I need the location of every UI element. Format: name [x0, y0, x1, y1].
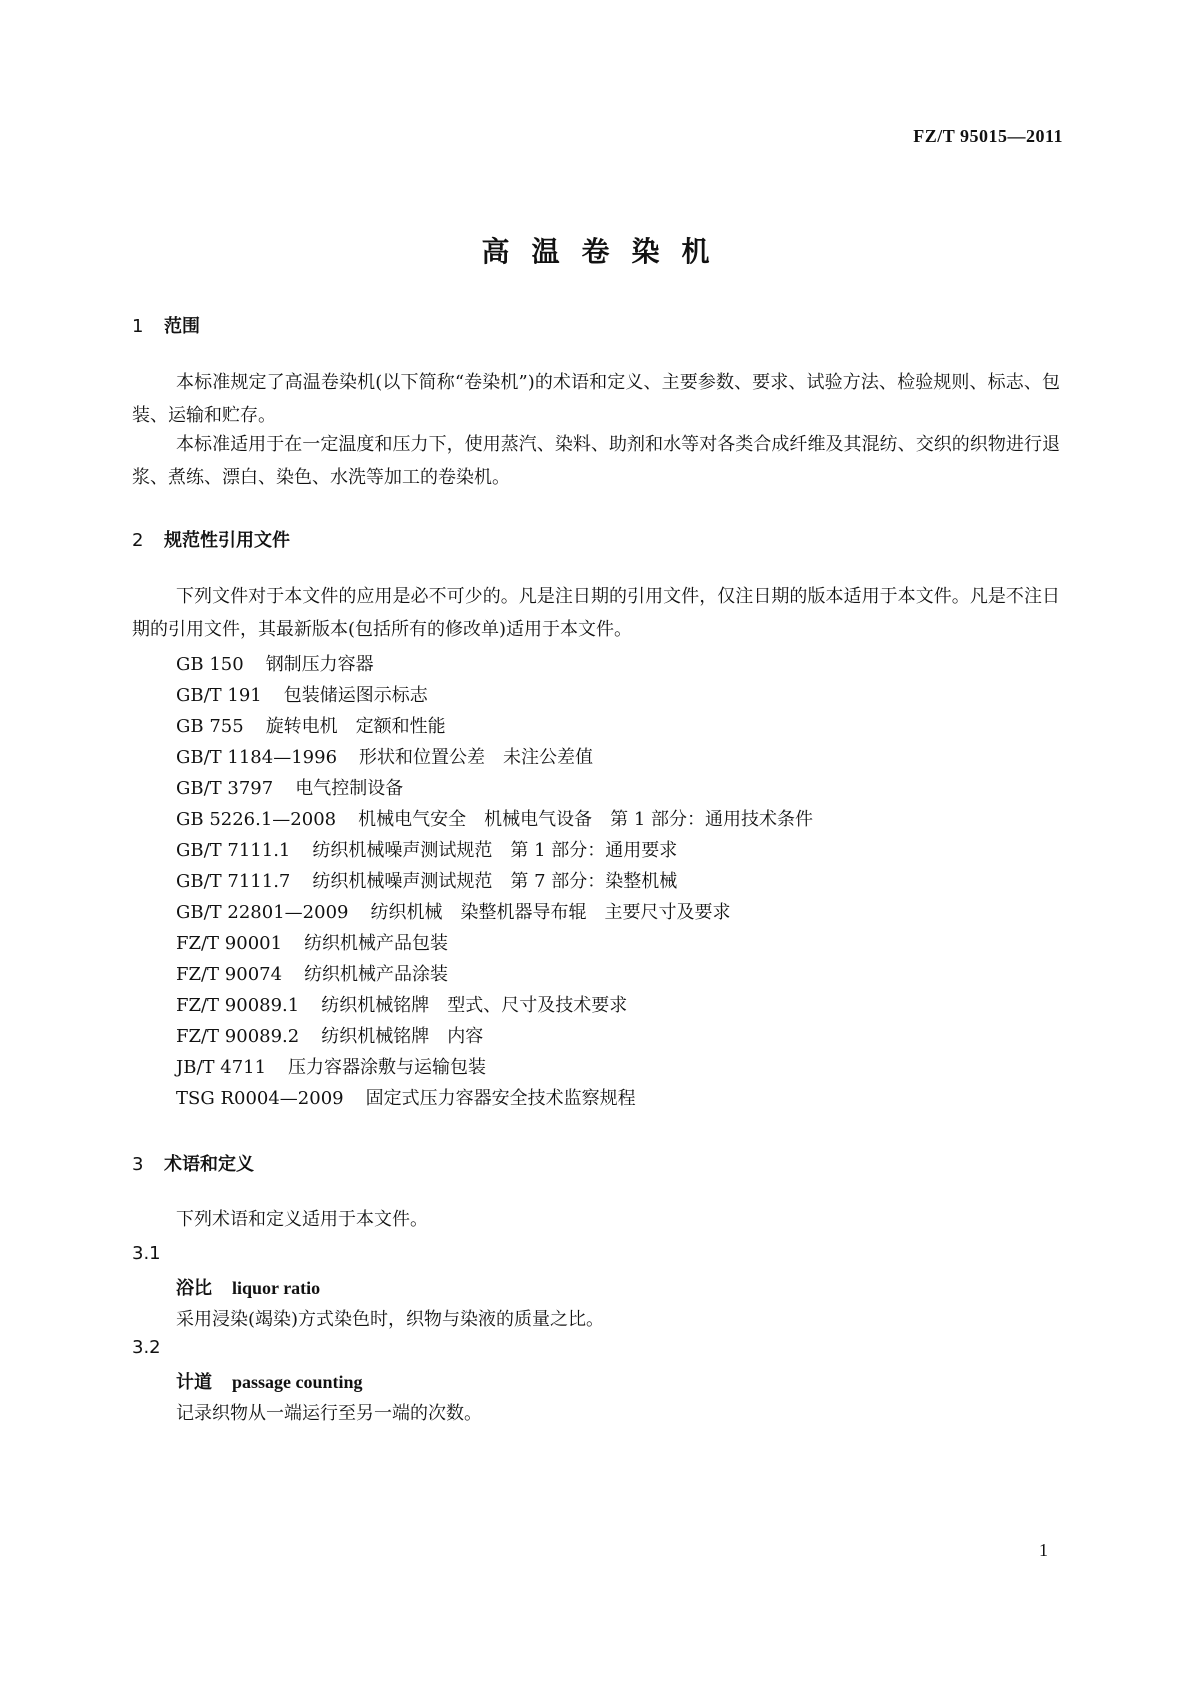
reference-title: 电气控制设备	[295, 778, 404, 799]
references-intro-paragraph: 下列文件对于本文件的应用是必不可少的。凡是注日期的引用文件，仅注日期的版本适用于本文件。凡是不注日期的引用文件，其最新版本(包括所有的修改单)适用于本文件。	[132, 586, 1060, 640]
reference-item	[176, 867, 677, 893]
term-name-cn: 计道	[176, 1372, 212, 1393]
reference-code: GB 5226.1—2008	[176, 809, 337, 830]
reference-title: 包装储运图示标志	[283, 685, 428, 706]
reference-title: 纺织机械噪声测试规范 第 7 部分：染整机械	[312, 871, 678, 892]
section-title: 规范性引用文件	[164, 530, 290, 551]
reference-title: 纺织机械铭牌 型式、尺寸及技术要求	[321, 995, 628, 1016]
reference-code: GB/T 22801—2009	[176, 902, 349, 923]
scope-paragraph-1: 本标准规定了高温卷染机(以下简称“卷染机”)的术语和定义、主要参数、要求、试验方法、检验规则、标志、包装、运输和贮存。	[132, 372, 1060, 426]
section-title: 范围	[164, 316, 200, 337]
reference-code: GB/T 7111.7	[176, 871, 291, 892]
section-number: 1	[132, 316, 144, 337]
reference-title: 纺织机械铭牌 内容	[321, 1026, 484, 1047]
term-number: 3.2	[132, 1337, 161, 1358]
standard-code: FZ/T 95015—2011	[913, 126, 1063, 146]
reference-code: FZ/T 90001	[176, 933, 283, 954]
reference-title: 钢制压力容器	[265, 654, 374, 675]
reference-title: 纺织机械 染整机器导布辊 主要尺寸及要求	[370, 902, 731, 923]
reference-item	[176, 650, 374, 676]
reference-code: FZ/T 90089.1	[176, 995, 300, 1016]
reference-item	[176, 929, 448, 955]
reference-code: FZ/T 90074	[176, 964, 283, 985]
reference-code: TSG R0004—2009	[176, 1088, 344, 1109]
section-number: 3	[132, 1154, 144, 1175]
term-name	[176, 1274, 320, 1300]
reference-code: GB 150	[176, 654, 244, 675]
term-definition: 记录织物从一端运行至另一端的次数。	[176, 1403, 482, 1424]
term-name-cn: 浴比	[176, 1278, 212, 1299]
reference-code: GB/T 191	[176, 685, 262, 706]
reference-item	[176, 1084, 636, 1110]
reference-item	[176, 743, 593, 769]
section-title: 术语和定义	[164, 1154, 254, 1175]
section-3-heading	[132, 1150, 254, 1176]
reference-item	[176, 805, 813, 831]
reference-title: 纺织机械产品涂装	[304, 964, 449, 985]
document-title: 高温卷染机	[481, 235, 732, 268]
term-name	[176, 1368, 363, 1394]
term-name-en: liquor ratio	[232, 1278, 321, 1298]
reference-code: JB/T 4711	[176, 1057, 267, 1078]
reference-title: 纺织机械噪声测试规范 第 1 部分：通用要求	[312, 840, 678, 861]
reference-title: 纺织机械产品包装	[304, 933, 449, 954]
terms-intro-paragraph: 下列术语和定义适用于本文件。	[176, 1209, 428, 1230]
reference-title: 旋转电机 定额和性能	[265, 716, 446, 737]
section-number: 2	[132, 530, 144, 551]
reference-code: GB 755	[176, 716, 244, 737]
reference-item	[176, 836, 677, 862]
reference-code: GB/T 1184—1996	[176, 747, 338, 768]
reference-code: FZ/T 90089.2	[176, 1026, 300, 1047]
reference-title: 固定式压力容器安全技术监察规程	[365, 1088, 636, 1109]
reference-title: 压力容器涂敷与运输包装	[288, 1057, 487, 1078]
term-name-en: passage counting	[232, 1372, 363, 1392]
reference-item	[176, 898, 730, 924]
reference-item	[176, 1022, 483, 1048]
reference-item	[176, 1053, 486, 1079]
reference-item	[176, 712, 446, 738]
term-definition: 采用浸染(竭染)方式染色时，织物与染液的质量之比。	[176, 1309, 605, 1330]
reference-item	[176, 960, 448, 986]
scope-paragraph-2: 本标准适用于在一定温度和压力下，使用蒸汽、染料、助剂和水等对各类合成纤维及其混纺、交织的织物进行退浆、煮练、漂白、染色、水洗等加工的卷染机。	[132, 434, 1060, 488]
reference-item	[176, 681, 428, 707]
reference-title: 机械电气安全 机械电气设备 第 1 部分：通用技术条件	[358, 809, 814, 830]
reference-code: GB/T 3797	[176, 778, 274, 799]
reference-item	[176, 774, 403, 800]
reference-title: 形状和位置公差 未注公差值	[359, 747, 594, 768]
reference-item	[176, 991, 627, 1017]
term-number: 3.1	[132, 1243, 161, 1264]
section-1-heading	[132, 312, 200, 338]
reference-code: GB/T 7111.1	[176, 840, 291, 861]
page-number: 1	[1039, 1540, 1048, 1560]
section-2-heading	[132, 526, 290, 552]
